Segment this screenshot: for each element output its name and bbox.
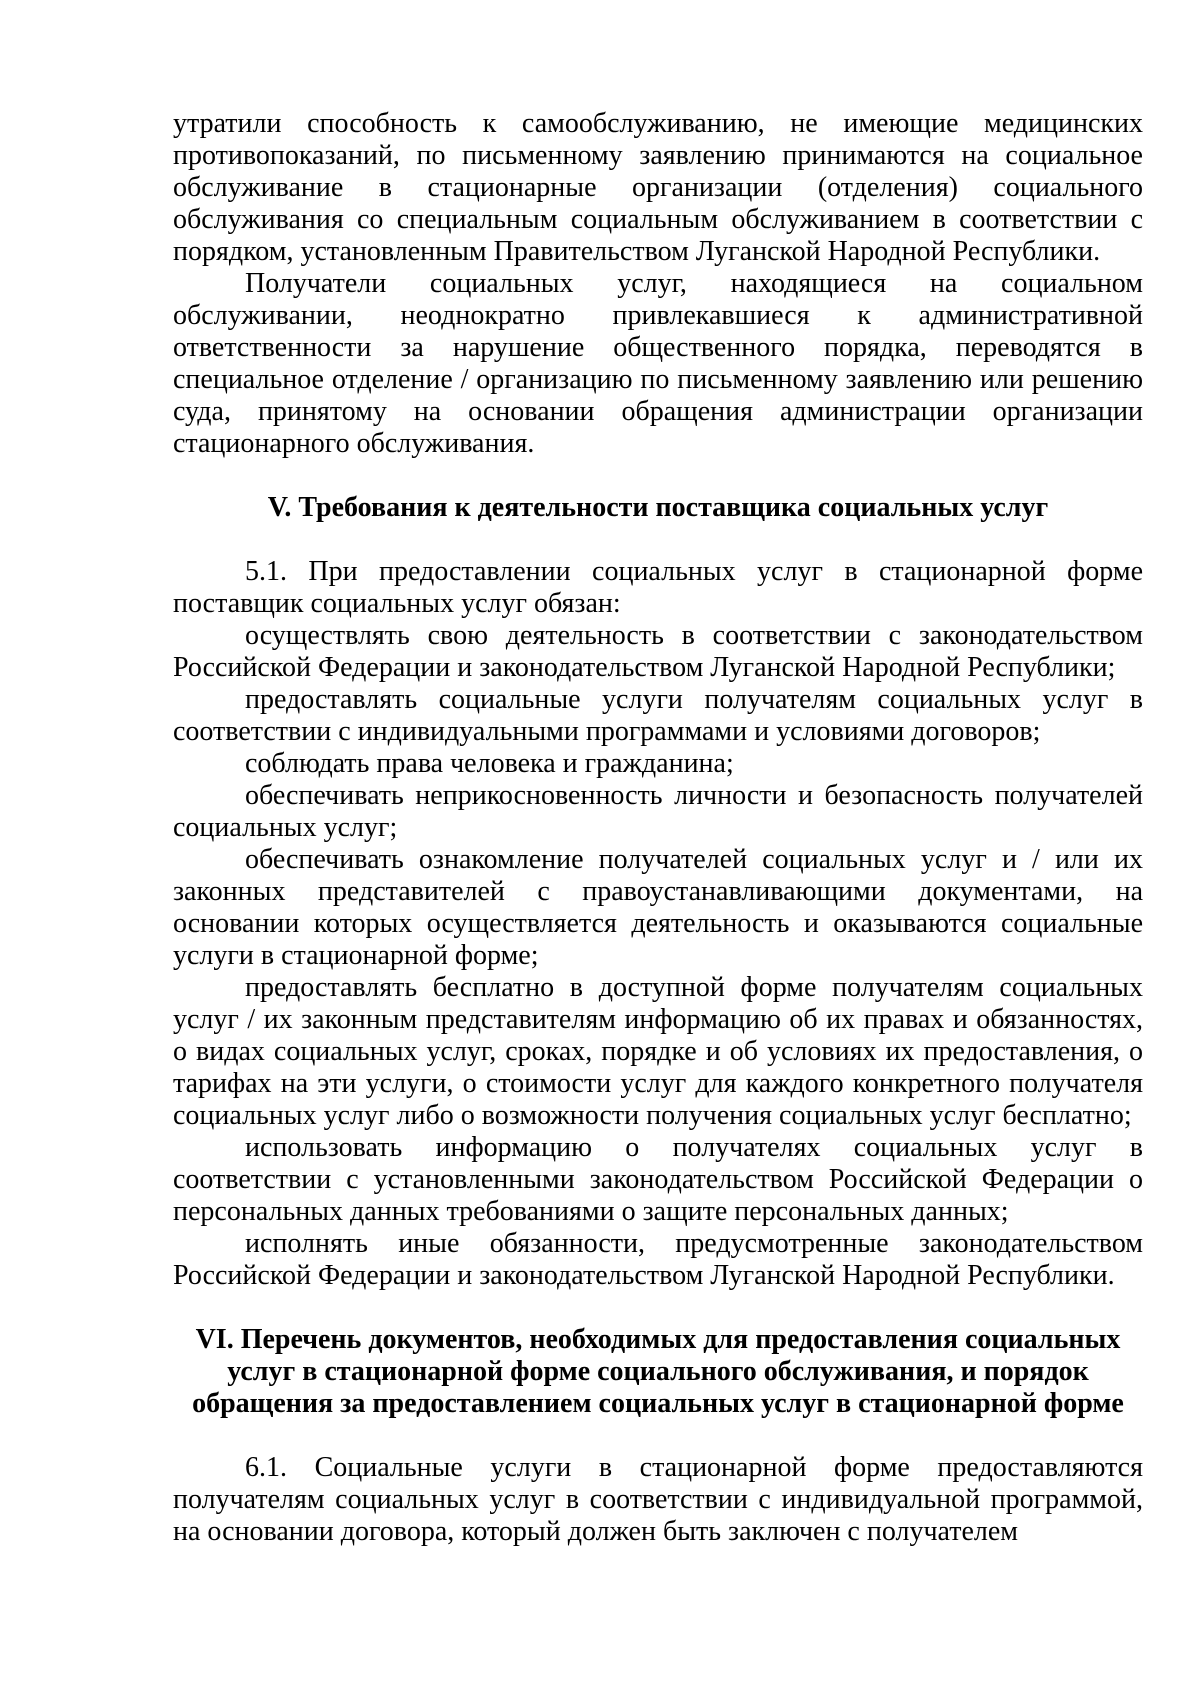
section-6-heading-line: услуг в стационарной форме социального обслуживания, и порядок	[227, 1356, 1089, 1387]
intro-paragraph: утратили способность к самообслуживанию, не имеющие медицинских противопоказаний, по письменному заявлению принимаются на социальное обслуживание в стационарные организации (отделения) социального обслуживания со специальным социальным обслуживанием в соответствии с порядком, установленным Правительством Луганской Народной Республики.	[173, 108, 1143, 267]
spacer	[173, 460, 1143, 492]
section-5-paragraph: исполнять иные обязанности, предусмотренные законодательством Российской Федерации и законодательством Луганской Народной Республики.	[173, 1228, 1143, 1291]
section-5-paragraph: предоставлять бесплатно в доступной форме получателям социальных услуг / их законным представителям информацию об их правах и обязанностях, о видах социальных услуг, сроках, порядке и об условиях их предоставления, о тарифах на эти услуги, о стоимости услуг для каждого конкретного получателя социальных услуг либо о возможности получения социальных услуг бесплатно;	[173, 972, 1143, 1131]
section-5-paragraph: осуществлять свою деятельность в соответствии с законодательством Российской Федерации и законодательством Луганской Народной Республики;	[173, 620, 1143, 683]
section-6-heading	[173, 1324, 1143, 1420]
section-6-heading-line: обращения за предоставлением социальных услуг в стационарной форме	[192, 1388, 1124, 1419]
section-5-paragraph: 5.1. При предоставлении социальных услуг в стационарной форме поставщик социальных услуг обязан:	[173, 556, 1143, 619]
section-6-heading-line: VI. Перечень документов, необходимых для предоставления социальных	[195, 1324, 1121, 1355]
section-5-paragraph: использовать информацию о получателях социальных услуг в соответствии с установленными законодательством Российской Федерации о персональных данных требованиями о защите персональных данных;	[173, 1132, 1143, 1227]
spacer	[173, 1292, 1143, 1324]
spacer	[173, 1420, 1143, 1452]
section-5-paragraph: обеспечивать неприкосновенность личности и безопасность получателей социальных услуг;	[173, 780, 1143, 843]
section-5-paragraph: соблюдать права человека и гражданина;	[245, 748, 734, 779]
section-6-paragraph: 6.1. Социальные услуги в стационарной форме предоставляются получателям социальных услуг в соответствии с индивидуальной программой, на основании договора, который должен быть заключен с получателем	[173, 1452, 1143, 1547]
document-page	[173, 108, 1143, 1548]
section-5-paragraph: предоставлять социальные услуги получателям социальных услуг в соответствии с индивидуальными программами и условиями договоров;	[173, 684, 1143, 747]
section-5-heading: V. Требования к деятельности поставщика социальных услуг	[267, 492, 1049, 523]
intro-paragraph: Получатели социальных услуг, находящиеся на социальном обслуживании, неоднократно привлекавшиеся к административной ответственности за нарушение общественного порядка, переводятся в специальное отделение / организацию по письменному заявлению или решению суда, принятому на основании обращения администрации организации стационарного обслуживания.	[173, 268, 1143, 459]
section-5-paragraph: обеспечивать ознакомление получателей социальных услуг и / или их законных представителей с правоустанавливающими документами, на основании которых осуществляется деятельность и оказываются социальные услуги в стационарной форме;	[173, 844, 1143, 971]
spacer	[173, 524, 1143, 556]
